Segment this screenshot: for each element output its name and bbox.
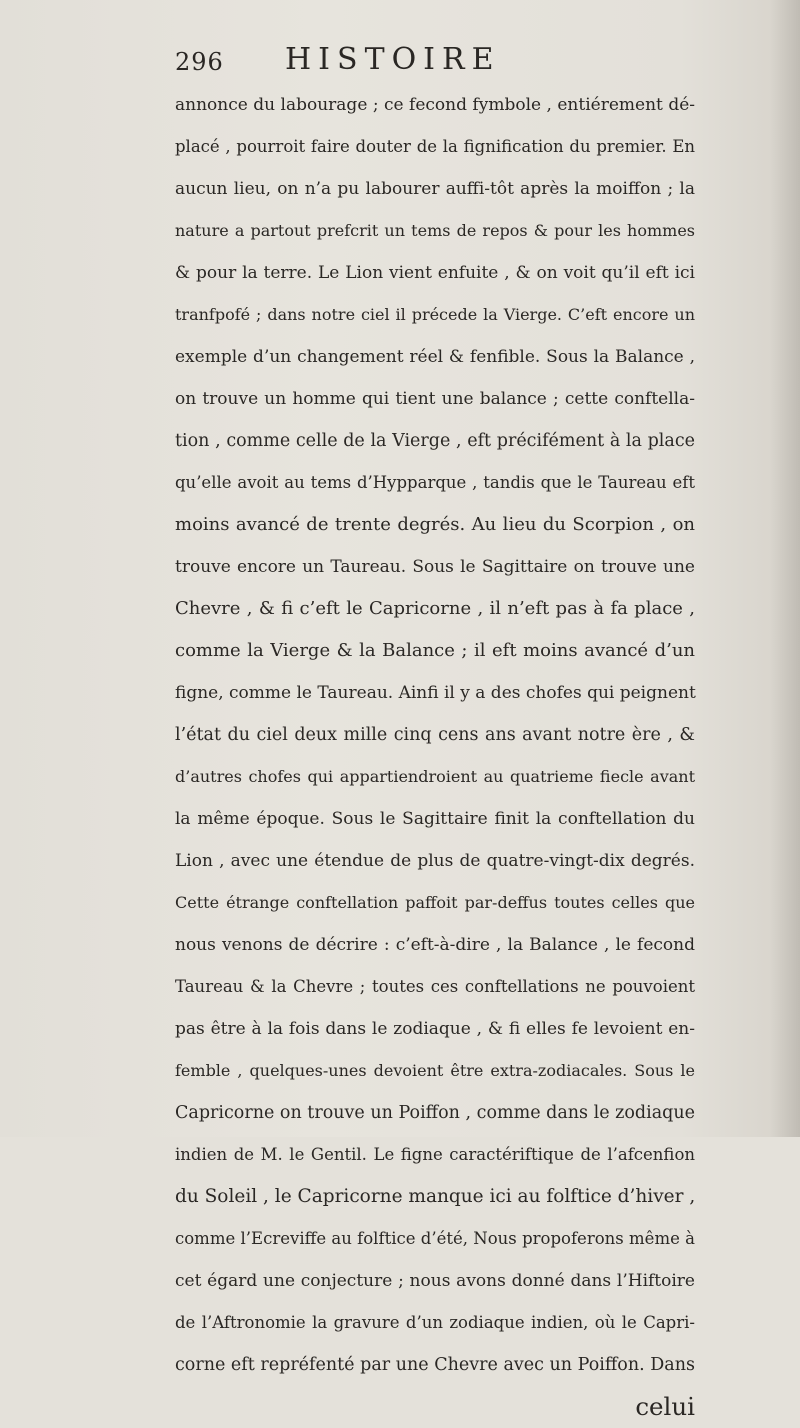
text-line: comme la Vierge & la Balance ; il eft moins avancé d’un: [175, 640, 695, 661]
body-text: [175, 84, 695, 1428]
text-line: Capricorne on trouve un Poiffon , comme dans le zodiaque: [175, 1103, 695, 1123]
text-line: tranfpofé ; dans notre ciel il précede la Vierge. C’eft encore un: [175, 305, 695, 324]
text-line: comme l’Ecreviffe au folftice d’été, Nous propoferons même à: [175, 1229, 695, 1248]
text-line: corne eft repréfenté par une Chevre avec un Poiffon. Dans: [175, 1355, 695, 1375]
text-line: figne, comme le Taureau. Ainfi il y a des chofes qui peignent: [175, 683, 696, 703]
text-line: femble , quelques-unes devoient être extra-zodiacales. Sous le: [175, 1061, 695, 1080]
text-line: trouve encore un Taureau. Sous le Sagittaire on trouve une: [175, 557, 695, 577]
text-line: tion , comme celle de la Vierge , eft précifément à la place: [175, 431, 695, 451]
text-line: de l’Aftronomie la gravure d’un zodiaque indien, où le Capri-: [175, 1313, 695, 1332]
text-line: Lion , avec une étendue de plus de quatre-vingt-dix degrés.: [175, 851, 695, 871]
text-line: aucun lieu, on n’a pu labourer auffi-tôt après la moiffon ; la: [175, 179, 695, 199]
text-line: l’état du ciel deux mille cinq cens ans avant notre ère , &: [175, 725, 695, 745]
text-line: annonce du labourage ; ce fecond fymbole , entiérement dé-: [175, 95, 695, 115]
text-line: cet égard une conjecture ; nous avons donné dans l’Hiftoire: [175, 1271, 695, 1291]
text-line: qu’elle avoit au tems d’Hypparque , tandis que le Taureau eft: [175, 473, 695, 492]
text-line: du Soleil , le Capricorne manque ici au folftice d’hiver ,: [175, 1186, 696, 1207]
text-line: exemple d’un changement réel & fenfible. Sous la Balance ,: [175, 347, 695, 367]
text-line: on trouve un homme qui tient une balance ; cette conftella-: [175, 389, 695, 409]
text-line: la même époque. Sous le Sagittaire finit la conftellation du: [175, 809, 695, 829]
page-number: 296: [175, 48, 224, 76]
text-line: placé , pourroit faire douter de la fignification du premier. En: [175, 137, 695, 156]
text-line: moins avancé de trente degrés. Au lieu du Scorpion , on: [175, 514, 695, 535]
page-header: [175, 40, 695, 80]
text-line: Taureau & la Chevre ; toutes ces conftellations ne pouvoient: [175, 977, 695, 996]
text-line: nature a partout prefcrit un tems de repos & pour les hommes: [175, 221, 695, 240]
page-edge-shadow: [770, 0, 800, 1137]
text-line: & pour la terre. Le Lion vient enfuite , & on voit qu’il eft ici: [175, 263, 695, 283]
text-line: pas être à la fois dans le zodiaque , & fi elles fe levoient en-: [175, 1019, 695, 1039]
text-line: d’autres chofes qui appartiendroient au quatrieme fiecle avant: [175, 767, 695, 786]
catchword: celui: [635, 1392, 695, 1421]
text-line: nous venons de décrire : c’eft-à-dire , la Balance , le fecond: [175, 935, 695, 955]
text-line: Cette étrange conftellation paffoit par-deffus toutes celles que: [175, 893, 695, 912]
running-title: HISTOIRE: [285, 42, 501, 77]
text-line: Chevre , & fi c’eft le Capricorne , il n’eft pas à fa place ,: [175, 598, 695, 619]
text-line: indien de M. le Gentil. Le figne caractériftique de l’afcenfion: [175, 1145, 695, 1164]
